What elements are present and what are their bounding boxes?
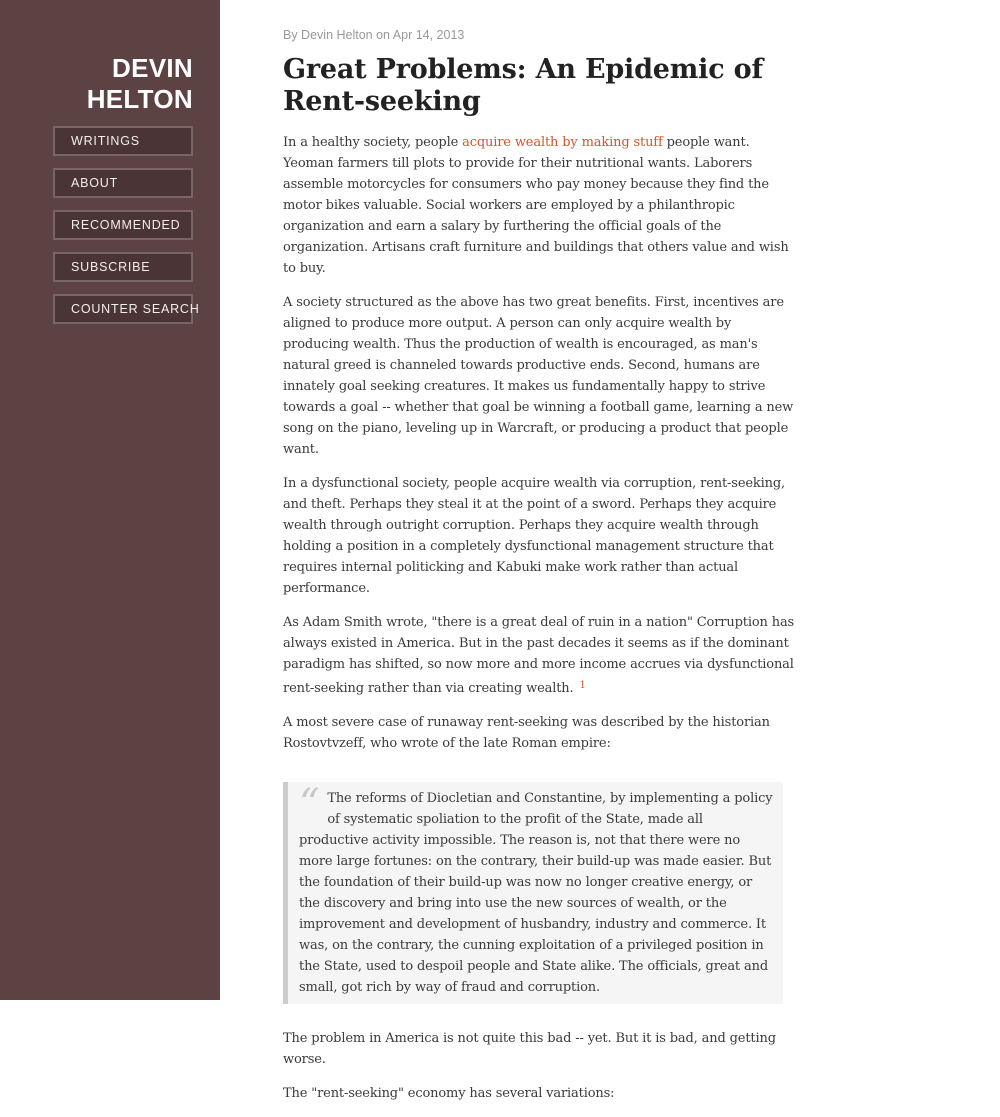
paragraph-2: A society structured as the above has two great benefits. First, incentives are aligned to produce more output. A person can only acquire wealth by producing wealth. Thus the production of wealth is encouraged, as man's natural greed is channeled towards productive ends. Second, humans are innately goal seeking creatures. It makes us fundamentally happy to strive towards a goal -- whether that goal be winning a football game, learning a new song on the piano, leveling up in Warcraft, or producing a product that people want. [283, 295, 794, 457]
blockquote-text: The reforms of Diocletian and Constantine, by implementing a policy of systematic spoliation to the profit of the State, made all productive activity impossible. The reason is, not that there were no more large fortunes: on the contrary, their build-up was made easier. But the foundation of their build-up was now no longer creative energy, or the discovery and bring into use the new sources of wealth, or the improvement and development of husbandry, industry and commerce. It was, on the contrary, the cunning exploitation of a privileged position in the State, used to despoil people and State alike. The officials, great and small, got rich by way of fraud and corruption. [299, 791, 773, 995]
acquire-wealth-link[interactable]: acquire wealth by making stuff [462, 135, 663, 150]
sidebar [0, 0, 220, 1000]
site-title-line-2[interactable]: HELTON [86, 84, 193, 114]
paragraph-1-text-end: people want. Yeoman farmers till plots to provide for their nutritional wants. Laborers assemble motorcycles for consumers who pay money because they find the motor bikes valuable. Social workers are employed by a philanthropic organization and earn a salary by furthering the official goals of the organization. Artisans craft furniture and buildings that others value and wish to buy. [283, 135, 789, 276]
nav-item-counter-search[interactable]: COUNTER SEARCH [53, 294, 193, 324]
paragraph-3: In a dysfunctional society, people acquire wealth via corruption, rent-seeking, and theft. Perhaps they steal it at the point of a sword. Perhaps they acquire wealth through outright corruption. Perhaps they acquire wealth through holding a position in a completely dysfunctional management structure that requires internal politicking and Kabuki make work rather than actual performance. [283, 476, 786, 596]
paragraph-5: A most severe case of runaway rent-seeking was described by the historian Rostovtvzeff, who wrote of the late Roman empire: [283, 715, 770, 751]
paragraph-7: The "rent-seeking" economy has several variations: [283, 1086, 615, 1101]
nav-item-writings[interactable]: WRITINGS [53, 126, 193, 156]
site-title-line-1[interactable]: DEVIN [112, 53, 193, 83]
nav-item-subscribe[interactable]: SUBSCRIBE [53, 252, 193, 282]
post-title: Great Problems: An Epidemic of Rent-seeking [283, 54, 763, 117]
paragraph-4 [283, 612, 795, 699]
paragraph-1-text-start: In a healthy society, people [283, 135, 463, 150]
sidebar-nav [53, 126, 200, 336]
post-byline: By Devin Helton on Apr 14, 2013 [283, 28, 465, 42]
paragraph-1 [283, 132, 795, 279]
article [283, 26, 795, 1117]
nav-item-about[interactable]: ABOUT [53, 168, 193, 198]
quote-mark-icon: “ [299, 781, 320, 827]
paragraph-4-text: As Adam Smith wrote, "there is a great deal of ruin in a nation" Corruption has always existed in America. But in the past decades it seems as if the dominant paradigm has shifted, so now more and more income accrues via dysfunctional rent-seeking rather than via creating wealth. [283, 615, 795, 696]
site-title[interactable] [13, 53, 193, 115]
paragraph-6: The problem in America is not quite this bad -- yet. But it is bad, and getting worse. [283, 1031, 776, 1067]
blockquote [283, 782, 783, 1004]
footnote-link-1[interactable]: 1 [579, 680, 586, 691]
nav-item-recommended[interactable]: RECOMMENDED [53, 210, 193, 240]
